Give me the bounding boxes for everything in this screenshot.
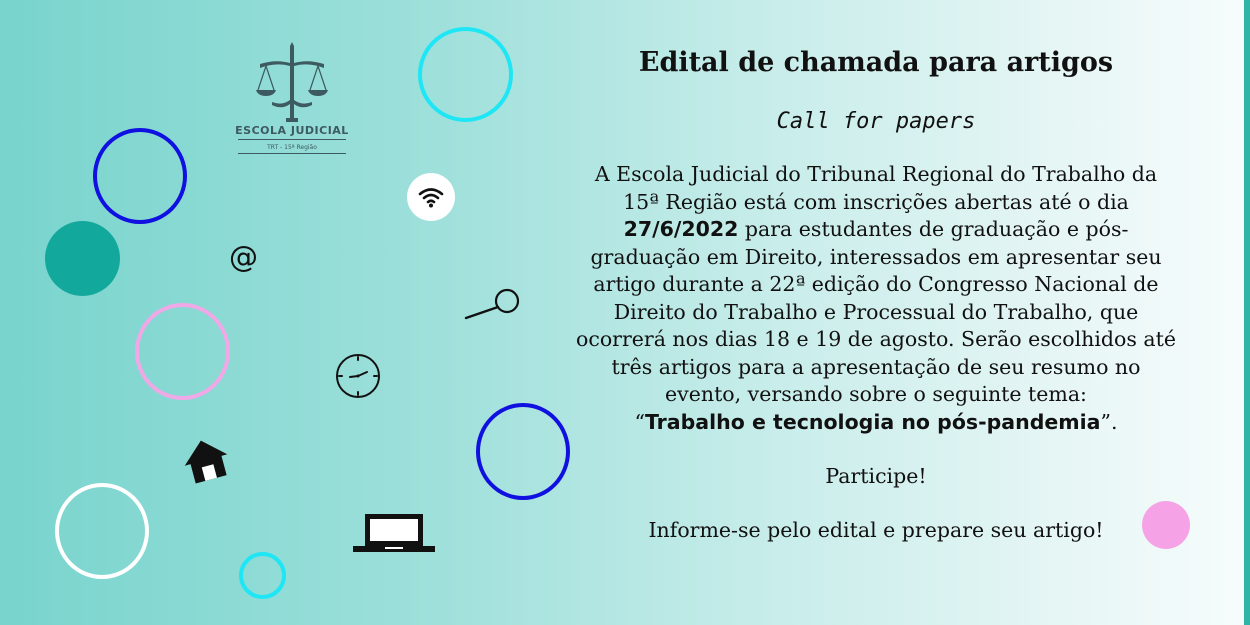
logo-divider bbox=[238, 139, 346, 140]
logo-subtitle: TRT - 15ª Região bbox=[267, 144, 317, 151]
wifi-bubble bbox=[407, 173, 455, 221]
announcement-body bbox=[576, 161, 1176, 436]
magnifier-icon bbox=[463, 285, 523, 321]
theme-title: Trabalho e tecnologia no pós-pandemia bbox=[644, 409, 1101, 434]
quote-open: “ bbox=[634, 409, 645, 434]
cyan-ring-decoration bbox=[418, 27, 513, 122]
teal-dot-decoration bbox=[45, 221, 120, 296]
body-middle: para estudantes de graduação e pós-graduação em Direito, interessados em apresentar seu artigo durante a 22ª edição do Congresso Nacional de Direito do Trabalho e Processual do Trabalho, que ocorrerá nos dias 18 e 19 de agosto. Serão escolhidos até três artigos para a apresentação de seu resumo no evento, versando sobre o seguinte tema: bbox=[576, 217, 1176, 406]
blue-ring-decoration bbox=[93, 128, 187, 224]
pink-ring-decoration bbox=[135, 303, 230, 400]
page-title: Edital de chamada para artigos bbox=[638, 47, 1114, 78]
wifi-icon bbox=[407, 173, 455, 221]
clock-icon bbox=[334, 352, 382, 400]
blue-ring-decoration-right bbox=[476, 403, 570, 500]
inform-text: Informe-se pelo edital e prepare seu artigo! bbox=[648, 518, 1104, 542]
logo-divider-bottom bbox=[238, 153, 346, 154]
logo-name: ESCOLA JUDICIAL bbox=[235, 124, 349, 137]
scales-of-justice-icon bbox=[232, 42, 352, 124]
participate-text: Participe! bbox=[825, 464, 927, 488]
escola-judicial-logo bbox=[232, 42, 352, 157]
at-sign-icon: @ bbox=[229, 240, 258, 274]
deadline-date: 27/6/2022 bbox=[623, 217, 739, 241]
laptop-icon bbox=[351, 512, 437, 554]
small-cyan-ring-decoration bbox=[239, 552, 286, 599]
white-ring-decoration bbox=[55, 483, 149, 579]
page-subtitle: Call for papers bbox=[776, 109, 976, 134]
body-intro: A Escola Judicial do Tribunal Regional do Trabalho da 15ª Região está com inscrições abertas até o dia bbox=[594, 162, 1158, 214]
quote-close: ”. bbox=[1100, 409, 1118, 434]
house-icon bbox=[180, 436, 232, 484]
announcement-content bbox=[560, 40, 1192, 544]
right-edge-stripe bbox=[1244, 0, 1250, 625]
